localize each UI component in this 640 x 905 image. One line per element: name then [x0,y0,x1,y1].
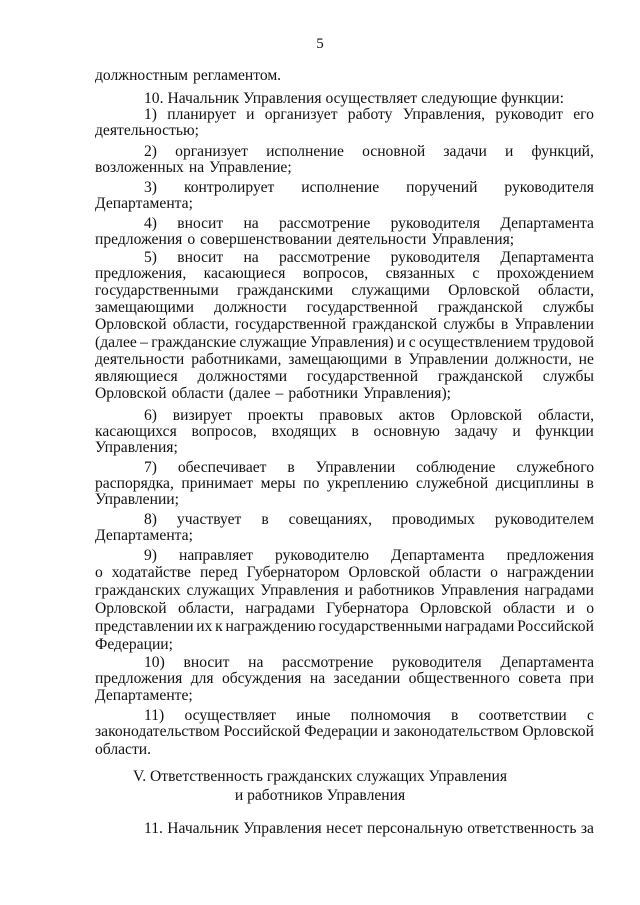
word: 4) [144,215,157,232]
word: служебного [516,459,594,476]
word: Орловской [348,564,421,581]
word: рассмотрение [282,654,374,671]
word: задачи [443,143,487,160]
word: основной [362,143,426,160]
word: организует [175,143,248,160]
text-line [95,687,193,705]
word: Департамента; [95,527,193,544]
word: задачу [454,423,498,440]
word: Орловской [448,282,520,299]
word: Орловской [450,407,523,424]
word: должностями [197,368,288,385]
word: перед [199,564,238,581]
word: руководителя [390,215,481,232]
word: следующие [421,90,498,107]
text-line [95,618,594,636]
word: Управлении; [95,491,179,508]
word: функции: [501,90,564,107]
word: Управления; [95,439,178,456]
word: гражданской [437,299,523,316]
word: входящих [271,423,337,440]
word: функций, [531,143,594,160]
word: замещающими [95,299,195,316]
word: его [573,106,594,123]
word: осуществляет [184,707,277,724]
word: Управлении [315,459,396,476]
word: должности, [495,351,572,368]
word: укреплению [326,475,409,492]
word: осуществляет [325,90,418,107]
word: вносит [177,249,224,266]
word: Департаменте; [95,687,193,704]
word: возложенных [95,159,184,176]
word: совершенствовании [200,231,333,248]
word: и [381,723,391,740]
word: в [451,707,459,724]
word: предложения, [95,265,187,282]
word: – [275,385,284,402]
word: при [569,670,594,687]
word: Управления, [402,106,486,123]
word: 2) [144,143,157,160]
word: иные [296,707,331,724]
text-line [95,231,514,249]
word: Управление; [209,159,292,176]
word: Федерации; [95,636,173,653]
word: 6) [144,407,157,424]
word: с [472,265,480,282]
word: Департамента [500,249,594,266]
word: 8) [144,511,157,528]
word: 10) [144,654,165,671]
word: руководителя [504,179,594,196]
word: ответственность [467,820,577,837]
word: служебной [416,475,489,492]
word: Управления); [362,385,451,402]
word: службы [542,368,594,385]
word: Орловской [420,600,492,617]
text-line [95,385,451,403]
word: совета [518,670,562,687]
word: о [586,600,594,617]
word: области [171,385,224,402]
word: принимает [181,475,254,492]
text-line [144,106,594,124]
text-line [95,282,594,300]
word: 5) [144,249,157,266]
word: исполнение [301,179,380,196]
word: области. [95,741,152,758]
word: соответствии [478,707,567,724]
word: на [188,159,205,176]
word: руководителем [494,511,594,528]
word: с [408,334,416,351]
word: в [586,475,594,492]
word: правовых [319,407,383,424]
word: и [566,600,575,617]
word: в [351,423,359,440]
text-line [95,600,594,618]
word: и [512,423,521,440]
text-line [95,316,594,334]
word: Управления) [310,334,394,351]
word: Губернатора [326,600,409,617]
word: в [500,316,509,333]
section-heading-line-1: V. Ответственность гражданских служащих Управления [133,768,507,785]
word: вносит [177,215,224,232]
word: Губернатором [246,564,340,581]
word: представлении [95,618,194,635]
text-line [95,527,193,545]
word: контролирует [183,179,275,196]
word: в [261,511,269,528]
word: не [578,351,594,368]
text-line [95,582,594,600]
word: гражданской [437,368,523,385]
word: руководит [495,106,563,123]
word: о [95,564,103,581]
word: функции [535,423,594,440]
word: осуществлением [418,334,531,351]
word: Российской [223,723,301,740]
word: Управлении [514,316,594,333]
word: Департамента [500,654,594,671]
word: Орловской [95,600,167,617]
word: 11. [144,820,163,837]
word: и [344,582,353,599]
word: в [287,459,295,476]
word: исполнение [266,143,344,160]
word: работу [347,106,393,123]
word: за [580,820,594,837]
word: законодательством [95,723,220,740]
text-line [95,122,199,140]
text-line [95,265,594,283]
text-line [95,299,594,317]
word: предложения [95,231,183,248]
word: трудовой [533,334,594,351]
word: – [140,334,148,351]
word: ходатайстве [111,564,191,581]
text-line [95,723,594,741]
word: Федерации [304,723,378,740]
word: служащими [351,282,430,299]
word: службы [542,299,594,316]
text-line [144,511,594,529]
word: области [502,600,556,617]
word: руководителю [274,547,370,564]
word: являющиеся [95,368,178,385]
word: государственными [318,618,443,635]
word: основную [373,423,440,440]
word: руководителя [390,249,481,266]
text-line [95,351,594,369]
word: Департамента [391,547,485,564]
text-line [95,334,594,352]
word: с [587,707,594,724]
word: государственной [306,368,419,385]
word: на [309,670,326,687]
word: награждению [225,618,316,635]
word: связанных [385,265,455,282]
word: области, [537,282,594,299]
word: служащие [239,334,307,351]
word: гражданских [95,582,181,599]
word: соблюдение [416,459,496,476]
word: участвует [176,511,242,528]
word: государственными [95,282,219,299]
text-line [144,820,594,838]
word: Российской [517,618,594,635]
word: Управления; [431,231,515,248]
word: распорядка, [95,475,174,492]
word: деятельности [95,351,185,368]
word: на [243,215,259,232]
word: на [248,654,264,671]
word: визирует [172,407,232,424]
word: для [190,670,214,687]
word: предложения [95,670,183,687]
text-line [95,564,594,582]
word: государственной [234,316,347,333]
text-line [95,368,594,386]
word: проводимых [391,511,475,528]
word: на [243,249,259,266]
word: работниками, [191,351,282,368]
word: законодательством [393,723,519,740]
word: актов [398,407,435,424]
word: государственной [306,299,418,316]
word: вопросов, [302,265,369,282]
word: деятельностью; [95,122,200,139]
word: меры [260,475,296,492]
word: и [505,143,514,160]
word: организует [264,106,338,123]
word: обсуждения [221,670,302,687]
word: области, [177,600,234,617]
section-heading-line-2: и работников Управления [234,787,406,804]
text-line [95,491,179,509]
text-line [95,670,594,688]
text-line [144,179,594,197]
word: службы [443,316,495,333]
word: 10. [144,90,164,107]
word: наградами [524,582,594,599]
word: 3) [144,179,157,196]
text-line [144,547,594,565]
word: вопросов, [191,423,257,440]
word: обеспечивает [177,459,267,476]
word: награждении [506,564,594,581]
text-line [95,439,178,457]
word: руководителя [392,654,482,671]
word: рассмотрение [278,249,371,266]
word: (далее [95,334,137,351]
word: гражданскими [236,282,334,299]
word: касающиеся [203,265,286,282]
word: прохождением [496,265,594,282]
word: 1) [144,106,157,123]
word: предложения [506,547,594,564]
word: Департамента; [95,195,193,212]
word: замещающими [288,351,388,368]
word: о [187,231,196,248]
word: 7) [144,459,157,476]
text-line [95,741,151,759]
word: касающихся [95,423,177,440]
text-line [95,636,173,654]
word: персональную [366,820,463,837]
word: регламентом. [193,67,282,84]
word: Начальник [167,820,239,837]
word: поручений [406,179,478,196]
word: Управления [243,820,322,837]
page-number: 5 [316,36,324,52]
text-line [95,159,292,177]
word: Начальник [167,90,240,107]
word: должностным [95,67,189,84]
word: Управления [260,582,339,599]
word: 9) [144,547,157,564]
word: Управления [440,582,519,599]
word: Орловской [522,723,594,740]
word: полномочия [350,707,431,724]
word: по [303,475,320,492]
word: наградами [245,600,315,617]
word: наградами [444,618,515,635]
word: и [397,334,406,351]
word: общественного [408,670,510,687]
word: их [196,618,213,635]
word: служащих [186,582,255,599]
word: к [215,618,223,635]
word: деятельности [337,231,427,248]
word: Управления [243,90,322,107]
word: о [490,564,498,581]
word: совещаниях, [288,511,373,528]
word: работников [358,582,435,599]
word: области, [537,407,594,424]
word: (далее [228,385,271,402]
text-line [95,67,281,85]
text-line [95,195,193,213]
word: должности [213,299,287,316]
word: Управлении [408,351,489,368]
word: и [246,106,255,123]
word: в [394,351,402,368]
word: работники [288,385,358,402]
word: проекты [247,407,304,424]
word: рассмотрение [278,215,371,232]
word: области [429,564,482,581]
word: гражданские [151,334,237,351]
word: Орловской [95,385,167,402]
word: гражданской [352,316,438,333]
word: 11) [144,707,165,724]
word: несет [326,820,363,837]
word: планирует [167,106,236,123]
word: дисциплины [495,475,579,492]
word: направляет [179,547,253,564]
word: Орловской [95,316,167,333]
word: заседании [333,670,401,687]
word: вносит [183,654,230,671]
word: области, [172,316,229,333]
word: Департамента [500,215,594,232]
